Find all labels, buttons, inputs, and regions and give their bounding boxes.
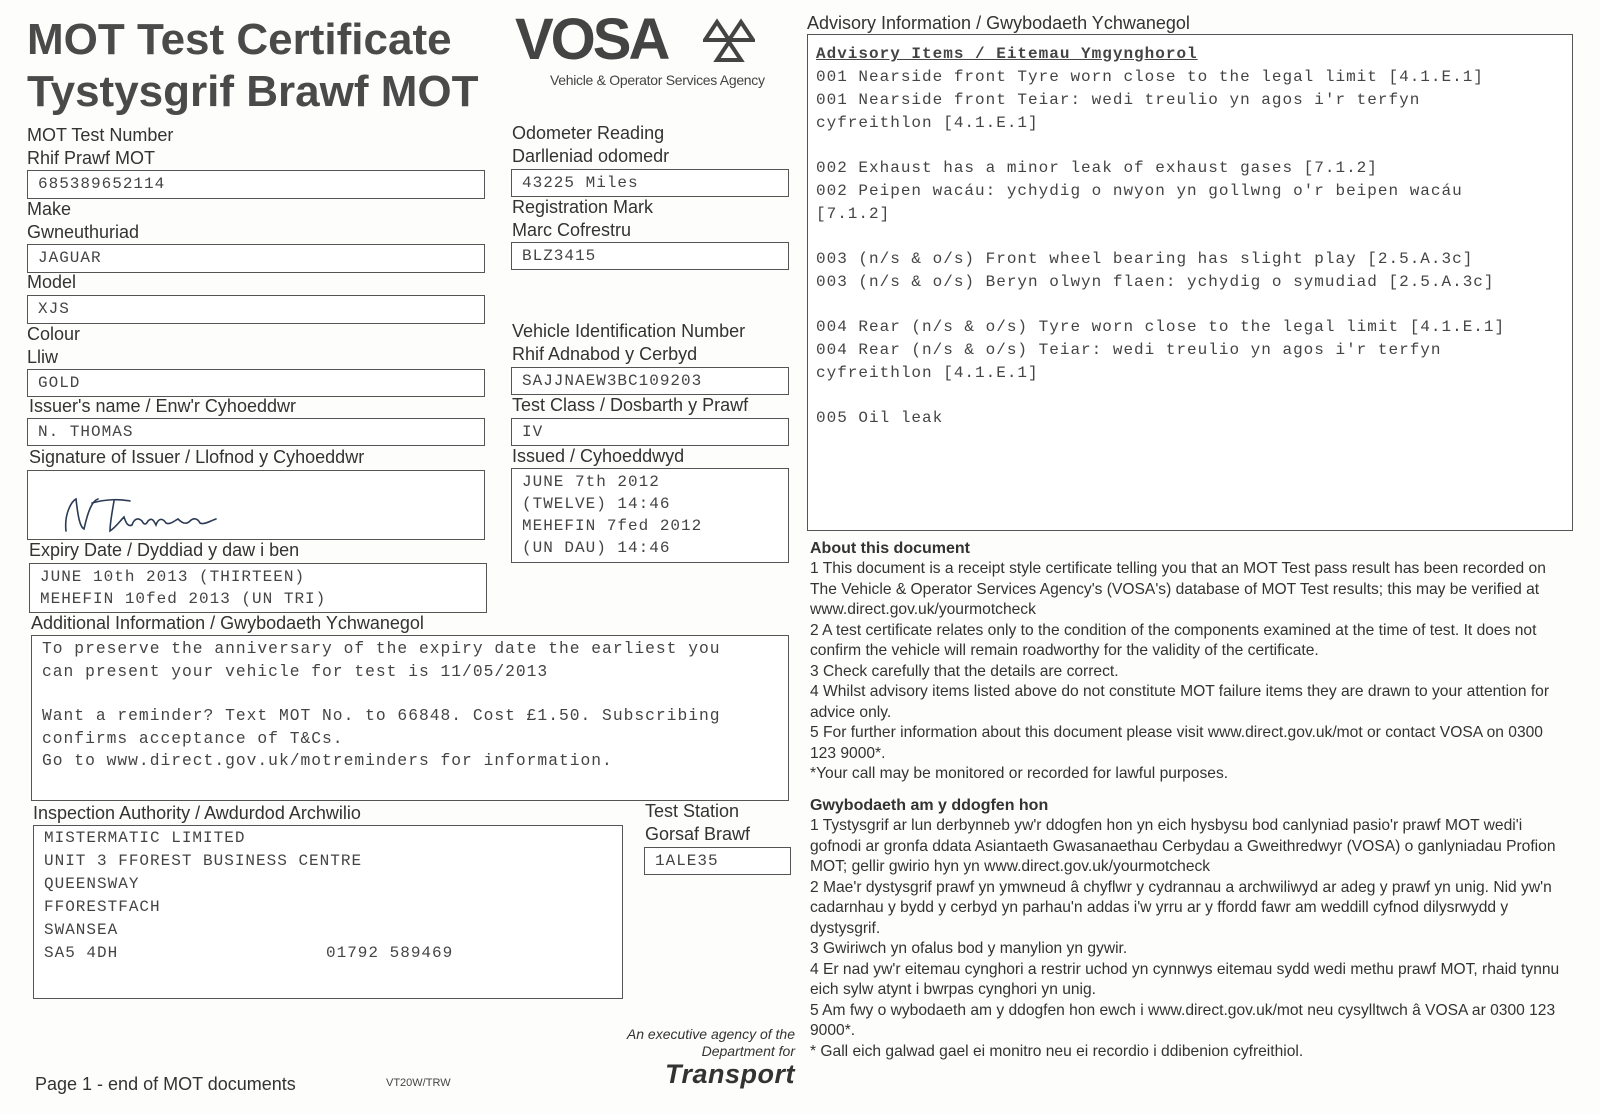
advisory-heading: Advisory Items / Eitemau Ymgynghorol <box>816 45 1198 63</box>
about-en-para-6: *Your call may be monitored or recorded for lawful purposes. <box>810 765 1229 782</box>
registration-label-en: Registration Mark <box>512 197 654 217</box>
about-cy-para-2: 2 Mae'r dystysgrif prawf yn ymwneud â chyflwr y cydrannau a archwiliwyd ar adeg y prawf yn unig. Nid yw'n cadarnhau y bydd y cerbyd yn parhau'n addas i'w yrru ar y ffordd fawr am weddill cyfnod dilysrwydd y dystysgrif. <box>810 878 1552 937</box>
advisory-items <box>816 66 1572 430</box>
agency-line-2: Department for <box>701 1043 795 1059</box>
title-welsh: Tystysgrif Brawf MOT <box>27 67 479 116</box>
about-cy <box>810 795 1570 1062</box>
additional-box <box>31 635 789 801</box>
issued-line-4: (UN DAU) 14:46 <box>522 539 671 557</box>
vosa-logo <box>515 7 790 94</box>
signature-box <box>27 470 485 540</box>
about-cy-para-6: * Gall eich galwad gael ei monitro neu ei recordio i ddibenion cyfreithiol. <box>810 1042 1304 1060</box>
inspection-line-5: SWANSEA <box>44 921 119 939</box>
additional-line-6: Go to www.direct.gov.uk/motreminders for information. <box>42 751 613 770</box>
additional-line-1: To preserve the anniversary of the expiry date the earliest you <box>42 639 721 658</box>
about-en-para-4: 4 Whilst advisory items listed above do not constitute MOT failure items they are drawn to your attention for advice only. <box>810 683 1550 721</box>
signature-image <box>58 493 228 537</box>
make-field: JAGUAR <box>27 244 485 273</box>
about-en-para-2: 2 A test certificate relates only to the condition of the components examined at the time of test. It does not confirm the vehicle will remain roadworthy for the validity of the certificate. <box>810 621 1537 659</box>
agency-transport: Transport <box>664 1059 795 1089</box>
test-number-label-cy: Rhif Prawf MOT <box>27 148 156 168</box>
expiry-label: Expiry Date / Dyddiad y daw i ben <box>29 540 300 560</box>
odometer-label-en: Odometer Reading <box>512 123 665 143</box>
advisory-item-line: 002 Exhaust has a minor leak of exhaust gases [7.1.2] <box>816 159 1378 177</box>
advisory-item-line: cyfreithlon [4.1.E.1] <box>816 114 1039 132</box>
inspection-line-1: MISTERMATIC LIMITED <box>44 829 246 847</box>
about-cy-para-1: 1 Tystysgrif ar lun derbynneb yw'r ddogfen hon yn eich hysbysu bod canlyniad pasio'r prawf MOT wedi'i gofnodi ar gronfa ddata Asiantaeth Gwasanaethau Cerbydau a Gweithredwyr (VOSA) o ganlyniadau Profion MOT; gellir gwirio hyn yn www.direct.gov.uk/yourmotcheck <box>810 817 1556 875</box>
additional-line-4: Want a reminder? Text MOT No. to 66848. Cost £1.50. Subscribing <box>42 706 721 725</box>
advisory-item-line: cyfreithlon [4.1.E.1] <box>816 364 1039 382</box>
inspection-phone: 01792 589469 <box>326 944 454 962</box>
additional-label: Additional Information / Gwybodaeth Ychwanegol <box>31 613 424 633</box>
vin-field: SAJJNAEW3BC109203 <box>511 367 789 395</box>
additional-line-5: confirms acceptance of T&Cs. <box>42 728 344 748</box>
about-en <box>810 538 1570 785</box>
mot-triangle-icon <box>703 18 755 64</box>
advisory-item-line: 005 Oil leak <box>816 409 944 427</box>
advisory-item <box>816 157 1572 226</box>
test-station-label-cy: Gorsaf Brawf <box>645 824 751 844</box>
inspection-label: Inspection Authority / Awdurdod Archwilio <box>33 803 361 823</box>
test-class-label: Test Class / Dosbarth y Prawf <box>512 395 749 415</box>
vosa-logo-text: VOSA <box>515 7 668 72</box>
vosa-full-name: Vehicle & Operator Services Agency <box>550 72 765 88</box>
about-cy-para-4: 4 Er nad yw'r eitemau cynghori a restrir uchod yn cynnwys eitemau sydd wedi methu prawf MOT, rhaid tynnu eich sylw atynt i bwrpas cynghori yn unig. <box>810 960 1560 998</box>
footer-code: VT20W/TRW <box>386 1077 451 1089</box>
advisory-item <box>816 66 1572 135</box>
advisory-item <box>816 316 1572 385</box>
about-cy-para-3: 3 Gwiriwch yn ofalus bod y manylion yn gywir. <box>810 940 1128 957</box>
issuer-name-label: Issuer's name / Enw'r Cyhoeddwr <box>29 396 296 416</box>
inspection-line-3: QUEENSWAY <box>44 875 140 893</box>
additional-spacer <box>42 683 778 705</box>
test-class-field: IV <box>511 418 789 446</box>
agency-line-1: An executive agency of the <box>626 1026 795 1042</box>
advisory-item-line: 001 Nearside front Teiar: wedi treulio yn agos i'r terfyn <box>816 91 1421 109</box>
make-label-cy: Gwneuthuriad <box>27 222 140 242</box>
vin-label-cy: Rhif Adnabod y Cerbyd <box>512 344 698 364</box>
test-station-label-en: Test Station <box>645 801 740 821</box>
advisory-item-line: 001 Nearside front Tyre worn close to the legal limit [4.1.E.1] <box>816 68 1484 86</box>
model-label: Model <box>27 272 77 292</box>
registration-field: BLZ3415 <box>511 242 789 270</box>
test-number-label-en: MOT Test Number <box>27 125 174 145</box>
about-en-para-5: 5 For further information about this document please visit www.direct.gov.uk/mot or contact VOSA on 0300 123 9000*. <box>810 724 1543 762</box>
about-en-para-1: 1 This document is a receipt style certificate telling you that an MOT Test pass result has been recorded on The Vehicle & Operator Services Agency's (VOSA's) database of MOT Test results; this may be verified at www.direct.gov.uk/yourmotcheck <box>810 560 1546 618</box>
advisory-box <box>807 34 1573 531</box>
signature-label: Signature of Issuer / Llofnod y Cyhoeddwr <box>29 447 365 467</box>
issued-label: Issued / Cyhoeddwyd <box>512 446 685 466</box>
footer-page: Page 1 - end of MOT documents <box>35 1074 296 1094</box>
vin-label-en: Vehicle Identification Number <box>512 321 746 341</box>
expiry-line-2: MEHEFIN 10fed 2013 (UN TRI) <box>40 590 327 608</box>
issued-line-1: JUNE 7th 2012 <box>522 473 660 491</box>
registration-label-cy: Marc Cofrestru <box>512 220 632 240</box>
about-en-para-3: 3 Check carefully that the details are correct. <box>810 662 1119 680</box>
colour-field: GOLD <box>27 369 485 397</box>
advisory-item-line: 004 Rear (n/s & o/s) Teiar: wedi treulio yn agos i'r terfyn <box>816 341 1442 359</box>
additional-line-2: can present your vehicle for test is 11/05/2013 <box>42 661 549 681</box>
issued-box <box>511 468 789 563</box>
title-english: MOT Test Certificate <box>27 15 452 64</box>
model-field: XJS <box>27 295 485 324</box>
about-en-heading: About this document <box>810 540 970 557</box>
advisory-item <box>816 407 1572 430</box>
advisory-item-line: 002 Peipen wacáu: ychydig o nwyon yn gollwng o'r beipen wacáu <box>816 182 1463 200</box>
expiry-line-1: JUNE 10th 2013 (THIRTEEN) <box>40 568 306 586</box>
expiry-box <box>29 563 487 613</box>
inspection-box <box>33 825 623 999</box>
about-cy-para-5: 5 Am fwy o wybodaeth am y ddogfen hon ewch i www.direct.gov.uk/mot neu cysylltwch â VOSA ar 0300 123 9000*. <box>810 1001 1556 1039</box>
about-cy-heading: Gwybodaeth am y ddogfen hon <box>810 797 1049 814</box>
advisory-label: Advisory Information / Gwybodaeth Ychwanegol <box>807 13 1190 33</box>
test-station-field: 1ALE35 <box>644 847 791 875</box>
advisory-item <box>816 248 1572 294</box>
colour-label-en: Colour <box>27 324 81 344</box>
inspection-line-4: FFORESTFACH <box>44 898 161 916</box>
issued-line-3: MEHEFIN 7fed 2012 <box>522 517 703 535</box>
agency-mark <box>590 1026 795 1088</box>
advisory-item-line: [7.1.2] <box>816 205 891 223</box>
colour-label-cy: Lliw <box>27 347 59 367</box>
advisory-item-line: 003 (n/s & o/s) Front wheel bearing has slight play [2.5.A.3c] <box>816 250 1474 268</box>
inspection-line-2: UNIT 3 FFOREST BUSINESS CENTRE <box>44 852 363 870</box>
make-label-en: Make <box>27 199 72 219</box>
advisory-item-line: 004 Rear (n/s & o/s) Tyre worn close to the legal limit [4.1.E.1] <box>816 318 1506 336</box>
inspection-line-6: SA5 4DH <box>44 944 119 962</box>
test-number-field: 685389652114 <box>27 170 485 199</box>
issuer-name-field: N. THOMAS <box>27 418 485 446</box>
issued-line-2: (TWELVE) 14:46 <box>522 495 671 513</box>
odometer-label-cy: Darlleniad odomedr <box>512 146 670 166</box>
advisory-item-line: 003 (n/s & o/s) Beryn olwyn flaen: ychydig o symudiad [2.5.A.3c] <box>816 273 1495 291</box>
odometer-field: 43225 Miles <box>511 169 789 197</box>
